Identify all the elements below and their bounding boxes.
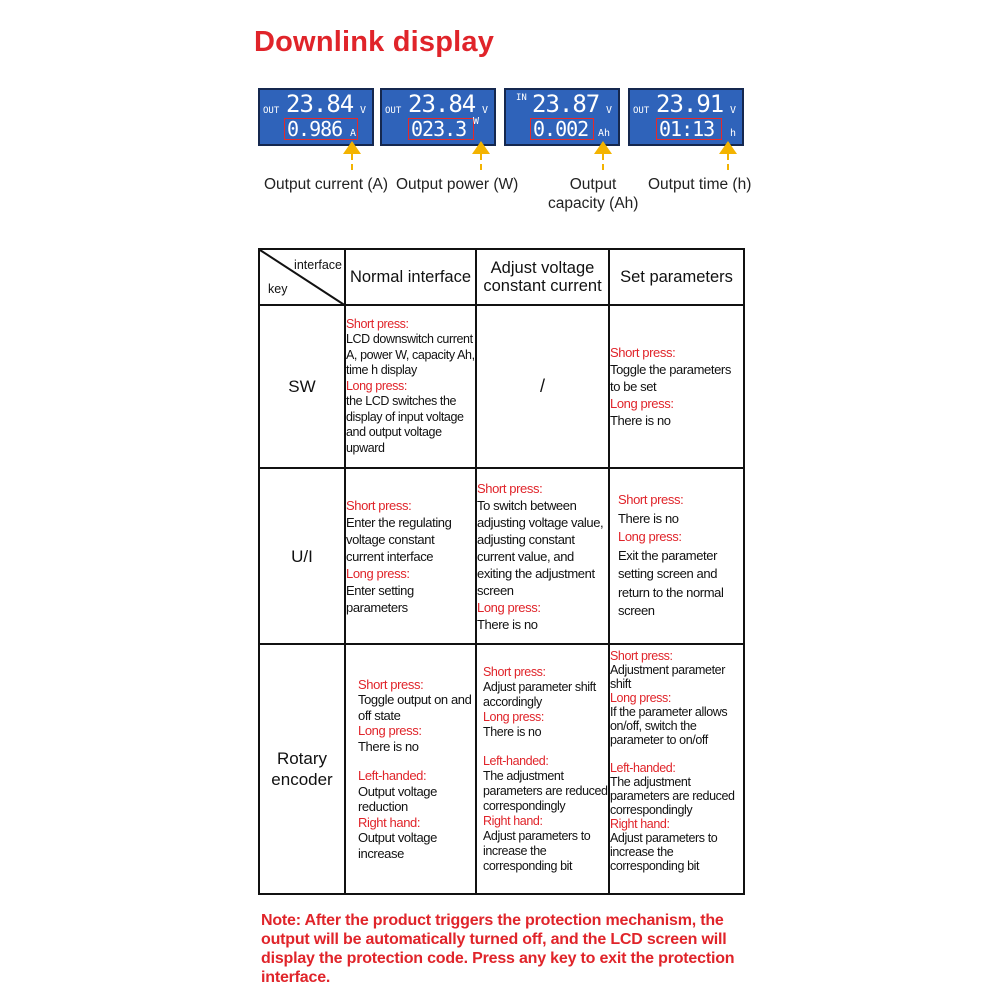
pointer-dash <box>602 154 604 170</box>
lcd-voltage-value: 23.91 <box>656 90 724 118</box>
key-rotary-encoder <box>259 644 345 894</box>
lcd-voltage-unit: V <box>606 105 613 116</box>
lcd-secondary-value: 0.002 <box>530 118 594 140</box>
protection-note: Note: After the product triggers the protection mechanism, the output will be automatically turned off, and the LCD screen will display the protection code. Press any key to exit the protection interface. <box>261 912 735 986</box>
key-label-line: encoder <box>271 770 333 789</box>
caption-line: Output <box>569 176 617 193</box>
lcd-mode-label: OUT <box>263 106 280 116</box>
table-header-row <box>259 249 744 305</box>
right-hand-label: Right hand: <box>358 814 421 830</box>
pointer-arrow-icon <box>472 141 490 154</box>
sw-set-cell <box>609 305 744 468</box>
lcd-secondary-unit: Ah <box>598 128 611 139</box>
sw-adjust-cell: / <box>476 305 609 468</box>
lcd-secondary-unit: W <box>473 116 480 127</box>
left-handed-text: Output voltage reduction <box>358 783 437 815</box>
lcd-voltage-value: 23.84 <box>286 90 354 118</box>
caption-output-power: Output power (W) <box>396 176 519 193</box>
rotary-set-cell <box>609 644 744 894</box>
lcd-display-capacity <box>504 88 620 146</box>
caption-output-time: Output time (h) <box>648 176 752 193</box>
header-normal-interface: Normal interface <box>345 249 476 305</box>
ui-normal-cell <box>345 468 476 644</box>
short-press-label: Short press: <box>346 316 409 331</box>
key-ui: U/I <box>259 468 345 644</box>
long-press-label: Long press: <box>610 396 674 411</box>
long-press-text: There is no <box>358 738 419 754</box>
key-sw: SW <box>259 305 345 468</box>
short-press-text: Adjust parameter shift accordingly <box>483 679 596 709</box>
short-press-text: Enter the regulating voltage constant current interface <box>346 514 452 564</box>
rotary-adjust-cell <box>476 644 609 894</box>
lcd-display-power <box>380 88 496 146</box>
short-press-text: Toggle the parameters to be set <box>610 362 731 394</box>
key-label-line: Rotary <box>276 749 328 768</box>
key-function-table <box>258 248 745 895</box>
short-press-text: Adjustment parameter shift <box>610 663 725 691</box>
caption-output-current: Output current (A) <box>264 176 389 193</box>
right-hand-label: Right hand: <box>610 817 670 831</box>
short-press-text: There is no <box>618 510 679 526</box>
caption-line: capacity (Ah) <box>548 195 639 212</box>
short-press-label: Short press: <box>358 676 424 692</box>
header-set-parameters: Set parameters <box>609 249 744 305</box>
pointer-arrow-icon <box>594 141 612 154</box>
short-press-text: LCD downswitch current A, power W, capacity Ah, time h display <box>346 332 475 378</box>
long-press-label: Long press: <box>483 709 544 724</box>
lcd-secondary-unit: A <box>350 128 357 139</box>
lcd-display-time <box>628 88 744 146</box>
lcd-voltage-unit: V <box>730 105 737 116</box>
short-press-label: Short press: <box>477 480 543 496</box>
long-press-label: Long press: <box>346 378 407 393</box>
table-row <box>259 644 744 894</box>
short-press-label: Short press: <box>610 649 673 663</box>
lcd-voltage-value: 23.84 <box>408 90 476 118</box>
pointer-arrow-icon <box>719 141 737 154</box>
long-press-text: If the parameter allows on/off, switch the parameter to on/off <box>610 705 728 747</box>
lcd-voltage-value: 23.87 <box>532 90 600 118</box>
right-hand-text: Adjust parameters to increase the corresponding bit <box>483 828 591 873</box>
table-row <box>259 305 744 468</box>
short-press-label: Short press: <box>618 492 684 508</box>
corner-interface-label: interface <box>294 258 342 272</box>
pointer-arrow-icon <box>343 141 361 154</box>
lcd-mode-label: OUT <box>633 106 650 116</box>
short-press-label: Short press: <box>610 345 676 360</box>
long-press-text: There is no <box>477 616 538 632</box>
right-hand-label: Right hand: <box>483 813 543 828</box>
pointer-dash <box>351 154 353 170</box>
corner-cell <box>259 249 345 305</box>
long-press-label: Long press: <box>358 723 422 739</box>
sw-normal-cell <box>345 305 476 468</box>
long-press-text: Enter setting parameters <box>346 582 414 615</box>
page-title: Downlink display <box>254 26 495 58</box>
long-press-text: There is no <box>610 413 671 428</box>
long-press-text: Exit the parameter setting screen and return to the normal screen <box>618 547 724 619</box>
pointer-dash <box>480 154 482 170</box>
left-handed-text: The adjustment parameters are reduced correspondingly <box>483 768 608 813</box>
lcd-voltage-unit: V <box>360 105 367 116</box>
right-hand-text: Output voltage increase <box>358 830 437 861</box>
long-press-text: There is no <box>483 724 542 739</box>
left-handed-label: Left-handed: <box>483 753 549 768</box>
short-press-text: To switch between adjusting voltage value, adjusting constant current value, and exiting the adjustment screen <box>477 497 604 598</box>
long-press-label: Long press: <box>346 565 410 581</box>
long-press-text: the LCD switches the display of input voltage and output voltage upward <box>346 394 464 455</box>
pointer-dash <box>727 154 729 170</box>
short-press-label: Short press: <box>483 664 546 679</box>
ui-adjust-cell <box>476 468 609 644</box>
right-hand-text: Adjust parameters to increase the corresponding bit <box>610 831 718 873</box>
lcd-secondary-unit: h <box>730 128 737 139</box>
corner-key-label: key <box>268 282 288 296</box>
lcd-mode-label: OUT <box>385 106 402 116</box>
short-press-text: Toggle output on and off state <box>358 692 472 723</box>
left-handed-label: Left-handed: <box>358 768 427 784</box>
long-press-label: Long press: <box>477 599 541 615</box>
lcd-voltage-unit: V <box>482 105 489 116</box>
lcd-secondary-value: 023.3 <box>408 118 474 140</box>
lcd-secondary-value: 0.986 <box>284 118 358 140</box>
short-press-label: Short press: <box>346 497 412 513</box>
rotary-normal-cell <box>345 644 476 894</box>
lcd-mode-label: IN <box>516 93 527 103</box>
left-handed-label: Left-handed: <box>610 761 676 775</box>
lcd-secondary-value: 01:13 <box>656 118 722 140</box>
caption-output-capacity <box>548 175 638 213</box>
header-adjust-voltage: Adjust voltage constant current <box>476 249 609 305</box>
table-row <box>259 468 744 644</box>
long-press-label: Long press: <box>618 529 682 545</box>
left-handed-text: The adjustment parameters are reduced correspondingly <box>610 775 735 817</box>
ui-set-cell <box>609 468 744 644</box>
long-press-label: Long press: <box>610 691 671 705</box>
lcd-display-current <box>258 88 374 146</box>
